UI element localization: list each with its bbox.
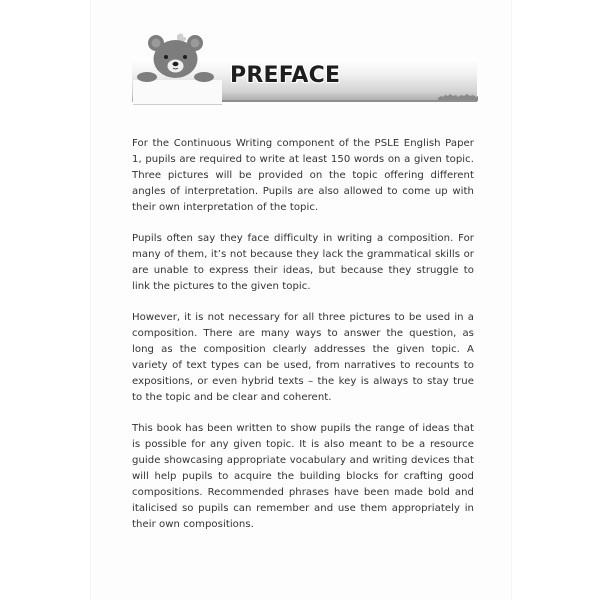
- paragraph: Pupils often say they face difficulty in writing a composition. For many of them, it’s not because they lack the grammatical skills or are unable to express their ideas, but because they struggle to link the pictures to the given topic.: [132, 233, 474, 292]
- paragraph: However, it is not necessary for all three pictures to be used in a composition. There are many ways to answer the question, as long as the composition clearly addresses the given topic. A variety of text types can be used, from narratives to recounts to expositions, or even hybrid texts – the key is always to stay true to the topic and be clear and coherent.: [132, 312, 474, 403]
- teddy-bear-icon: [137, 32, 215, 88]
- paragraph: For the Continuous Writing component of the PSLE English Paper 1, pupils are required to write at least 150 words on a given topic. Three pictures will be provided on the topic offering different angles of interpretation. Pupils are also allowed to come up with their own interpretation of the topic.: [132, 138, 474, 213]
- paragraph: This book has been written to show pupils the range of ideas that is possible for any given topic. It is also meant to be a resource guide showcasing appropriate vocabulary and writing devices that will help pupils to acquire the building blocks for crafting good compositions. Recommended phrases have been made bold and italicised so pupils can remember and use them appropriately in their own compositions.: [132, 423, 474, 530]
- banner-divider: [222, 100, 477, 102]
- page-title: PREFACE: [230, 63, 341, 88]
- preface-body: [132, 136, 474, 548]
